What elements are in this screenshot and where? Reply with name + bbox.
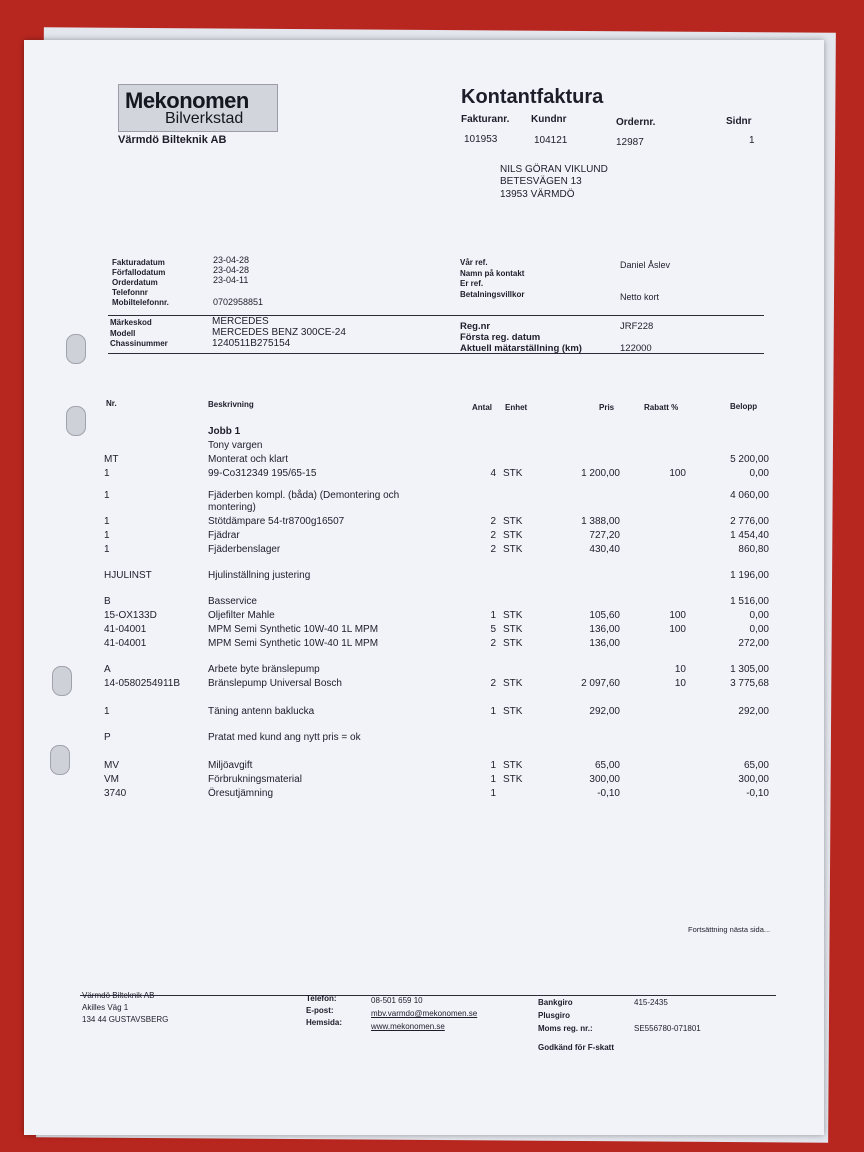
- cell-beskrivning: Fjäderben kompl. (båda) (Demontering och: [208, 490, 400, 501]
- cell-nr: 41-04001: [104, 624, 147, 635]
- cell-enhet: STK: [503, 516, 523, 527]
- binder-hole: [52, 666, 72, 696]
- footer-bank-values: [634, 996, 701, 1035]
- cell-rabatt: 10: [674, 678, 686, 689]
- invoice-label-fakturanr: Fakturanr.: [461, 114, 510, 125]
- cell-beskrivning: MPM Semi Synthetic 10W-40 1L MPM: [208, 624, 379, 635]
- cell-enhet: STK: [503, 774, 523, 785]
- header-antal: Antal: [472, 403, 492, 412]
- vehicle-top-rule: [108, 315, 764, 316]
- value-chassinummer: 1240511B275154: [212, 338, 291, 349]
- cell-nr: 3740: [104, 788, 127, 799]
- cell-nr: 1: [104, 544, 110, 555]
- value-forfallodatum: 23-04-28: [213, 265, 250, 275]
- label-plusgiro: Plusgiro: [538, 1011, 571, 1020]
- label-er-ref: Er ref.: [460, 279, 484, 288]
- label-modell: Modell: [110, 328, 136, 338]
- value-markeskod: MERCEDES: [212, 316, 269, 327]
- cell-rabatt: 10: [674, 664, 686, 675]
- cell-antal: 1: [490, 774, 496, 785]
- cell-pris: 300,00: [589, 774, 620, 785]
- value-fakturadatum: 23-04-28: [213, 255, 250, 265]
- label-orderdatum: Orderdatum: [112, 278, 158, 287]
- cell-belopp: 292,00: [738, 706, 769, 717]
- cell-nr: P: [104, 732, 111, 743]
- cell-enhet: STK: [503, 544, 523, 555]
- footer-street: Akilles Väg 1: [82, 1003, 129, 1012]
- cell-antal: 2: [490, 678, 496, 689]
- cell-nr: 1: [104, 490, 110, 501]
- binder-hole: [66, 334, 86, 364]
- cell-nr: VM: [104, 774, 119, 785]
- invoice-number: 101953: [464, 134, 498, 145]
- ref-labels: [460, 258, 524, 300]
- value-orderdatum: 23-04-11: [213, 275, 249, 285]
- cell-belopp: 5 200,00: [730, 454, 769, 465]
- f-skatt-note: Godkänd för F-skatt: [538, 1043, 615, 1052]
- label-var-ref: Vår ref.: [460, 258, 488, 267]
- cell-beskrivning: MPM Semi Synthetic 10W-40 1L MPM: [208, 638, 379, 649]
- header-nr: Nr.: [106, 399, 117, 408]
- cell-rabatt: 100: [669, 624, 686, 635]
- cell-beskrivning: Öresutjämning: [208, 788, 274, 799]
- footer-contact-labels: [306, 993, 342, 1029]
- label-moms: Moms reg. nr.:: [538, 1024, 593, 1033]
- cell-nr: MT: [104, 454, 119, 465]
- cell-antal: 2: [490, 544, 496, 555]
- footer-bank-labels: [538, 996, 593, 1035]
- cell-pris: 1 200,00: [581, 468, 620, 479]
- cell-belopp: 0,00: [749, 624, 769, 635]
- cell-belopp: 1 196,00: [730, 570, 769, 581]
- label-fakturadatum: Fakturadatum: [112, 258, 165, 267]
- label-forfallodatum: Förfallodatum: [112, 268, 166, 277]
- logo-sub: Bilverkstad: [165, 110, 244, 127]
- invoice-label-ordernr: Ordernr.: [616, 117, 656, 128]
- cell-beskrivning: Basservice: [208, 596, 257, 607]
- label-chassinummer: Chassinummer: [110, 339, 168, 348]
- cell-antal: 5: [490, 624, 496, 635]
- cell-pris: 430,40: [589, 544, 620, 555]
- cell-pris: 136,00: [589, 638, 620, 649]
- cell-belopp: 0,00: [749, 468, 769, 479]
- cell-antal: 4: [490, 468, 496, 479]
- cell-enhet: STK: [503, 760, 523, 771]
- email-link[interactable]: mbv.varmdo@mekonomen.se: [371, 1009, 478, 1018]
- binder-hole: [66, 406, 86, 436]
- cell-pris: 105,60: [589, 610, 620, 621]
- footer-city: 134 44 GUSTAVSBERG: [82, 1015, 169, 1024]
- cell-nr: 1: [104, 468, 110, 479]
- cell-beskrivning: Monterat och klart: [208, 454, 289, 465]
- cell-antal: 1: [490, 610, 496, 621]
- footer-contact-values: [371, 994, 477, 1033]
- invoice-label-sidnr: Sidnr: [726, 116, 752, 127]
- cell-rabatt: 100: [669, 468, 686, 479]
- value-var-ref: Daniel Åslev: [620, 260, 671, 270]
- value-bankgiro: 415-2435: [634, 998, 668, 1007]
- continuation-note: Fortsättning nästa sida...: [688, 925, 771, 934]
- cell-enhet: STK: [503, 530, 523, 541]
- value-betalningsvillkor: Netto kort: [620, 292, 660, 302]
- label-telefon: Telefon:: [306, 994, 337, 1003]
- cell-beskrivning: Tony vargen: [208, 440, 263, 451]
- label-bankgiro: Bankgiro: [538, 998, 573, 1007]
- cell-nr: 14-0580254911B: [104, 678, 180, 689]
- vehicle-values: [212, 316, 346, 349]
- cell-antal: 2: [490, 638, 496, 649]
- cell-pris: -0,10: [597, 788, 620, 799]
- order-number: 12987: [616, 137, 644, 148]
- cell-belopp: 1 305,00: [730, 664, 769, 675]
- cell-rabatt: 100: [669, 610, 686, 621]
- footer-company: Värmdö Bilteknik AB: [82, 991, 155, 1000]
- cell-beskrivning: Fjäderbenslager: [208, 544, 281, 555]
- cell-pris: 292,00: [589, 706, 620, 717]
- logo-name: Mekonomen: [125, 88, 249, 113]
- cell-beskrivning: 99-Co312349 195/65-15: [208, 468, 317, 479]
- cell-nr: 15-OX133D: [104, 610, 157, 621]
- cell-belopp: 272,00: [738, 638, 769, 649]
- label-matarstallning: Aktuell mätarställning (km): [460, 343, 582, 354]
- company-name: Värmdö Bilteknik AB: [118, 134, 227, 146]
- label-telefonnr: Telefonnr: [112, 288, 148, 297]
- cell-belopp: 860,80: [738, 544, 769, 555]
- header-pris: Pris: [599, 403, 615, 412]
- cell-enhet: STK: [503, 638, 523, 649]
- value-moms: SE556780-071801: [634, 1024, 701, 1033]
- vehicle-bottom-rule: [108, 353, 764, 354]
- cell-belopp: 4 060,00: [730, 490, 769, 501]
- value-km: 122000: [620, 343, 652, 354]
- value-modell: MERCEDES BENZ 300CE-24: [212, 327, 346, 338]
- label-hemsida: Hemsida:: [306, 1018, 343, 1027]
- cell-beskrivning: montering): [208, 502, 256, 513]
- header-enhet: Enhet: [505, 403, 528, 412]
- cell-nr: 1: [104, 530, 110, 541]
- cell-beskrivning: Hjulinställning justering: [208, 570, 311, 581]
- cell-nr: 1: [104, 706, 110, 717]
- value-telefon: 08-501 659 10: [371, 996, 423, 1005]
- cell-belopp: 0,00: [749, 610, 769, 621]
- cell-beskrivning: Pratat med kund ang nytt pris = ok: [208, 732, 361, 743]
- cell-antal: 1: [490, 788, 496, 799]
- cell-beskrivning: Fjädrar: [208, 530, 240, 541]
- label-namn-pa-kontakt: Namn på kontakt: [460, 268, 525, 278]
- cell-belopp: 1 516,00: [730, 596, 769, 607]
- label-betalningsvillkor: Betalningsvillkor: [460, 289, 525, 299]
- cell-pris: 727,20: [589, 530, 620, 541]
- mekonomen-logo: [118, 84, 278, 132]
- value-telefonnr: [213, 285, 263, 295]
- cell-pris: 65,00: [594, 760, 620, 771]
- cell-belopp: 2 776,00: [730, 516, 769, 527]
- cell-nr: B: [104, 596, 111, 607]
- value-plusgiro: [634, 1009, 701, 1022]
- value-mobiltelefonnr: 0702958851: [213, 297, 264, 307]
- header-belopp: Belopp: [730, 402, 758, 411]
- cell-pris: 2 097,60: [581, 678, 620, 689]
- cell-antal: 2: [490, 516, 496, 527]
- cell-nr: A: [104, 664, 111, 675]
- cell-enhet: STK: [503, 678, 523, 689]
- customer-number: 104121: [534, 135, 568, 146]
- cell-belopp: -0,10: [746, 788, 769, 799]
- cell-belopp: 1 454,40: [730, 530, 769, 541]
- cell-beskrivning: Arbete byte bränslepump: [208, 664, 320, 675]
- cell-beskrivning: Jobb 1: [208, 426, 241, 437]
- customer-city: 13953 VÄRMDÖ: [500, 189, 575, 200]
- header-beskrivning: Beskrivning: [208, 400, 254, 409]
- cell-nr: 1: [104, 516, 110, 527]
- cell-beskrivning: Bränslepump Universal Bosch: [208, 678, 342, 689]
- cell-enhet: STK: [503, 624, 523, 635]
- cell-enhet: STK: [503, 706, 523, 717]
- label-forsta-reg-datum: Första reg. datum: [460, 332, 541, 343]
- cell-nr: 41-04001: [104, 638, 147, 649]
- value-reg-nr: JRF228: [620, 321, 654, 332]
- page-number: 1: [749, 135, 755, 146]
- cell-beskrivning: Oljefilter Mahle: [208, 610, 275, 621]
- date-labels: [112, 258, 169, 308]
- cell-antal: 1: [490, 706, 496, 717]
- binder-hole: [50, 745, 70, 775]
- cell-beskrivning: Täning antenn baklucka: [208, 706, 315, 717]
- cell-beskrivning: Miljöavgift: [208, 760, 253, 771]
- customer-street: BETESVÄGEN 13: [500, 176, 582, 187]
- cell-nr: MV: [104, 760, 119, 771]
- cell-antal: 1: [490, 760, 496, 771]
- cell-nr: HJULINST: [104, 570, 152, 581]
- cell-pris: 136,00: [589, 624, 620, 635]
- cell-beskrivning: Förbrukningsmaterial: [208, 774, 302, 785]
- cell-belopp: 3 775,68: [730, 678, 769, 689]
- cell-belopp: 300,00: [738, 774, 769, 785]
- cell-belopp: 65,00: [743, 760, 769, 771]
- label-reg-nr: Reg.nr: [460, 321, 491, 332]
- label-epost: E-post:: [306, 1006, 334, 1015]
- header-rabatt: Rabatt %: [644, 403, 679, 412]
- date-values: [213, 255, 263, 307]
- cell-antal: 2: [490, 530, 496, 541]
- cell-pris: 1 388,00: [581, 516, 620, 527]
- document-title: Kontantfaktura: [461, 86, 604, 108]
- invoice-label-kundnr: Kundnr: [531, 114, 567, 125]
- label-markeskod: Märkeskod: [110, 318, 152, 327]
- cell-beskrivning: Stötdämpare 54-tr8700g16507: [208, 516, 345, 527]
- cell-enhet: STK: [503, 610, 523, 621]
- cell-enhet: STK: [503, 468, 523, 479]
- footer-address: [82, 990, 168, 1026]
- invoice-page: [24, 40, 824, 1135]
- website-link[interactable]: www.mekonomen.se: [371, 1022, 445, 1031]
- customer-name: NILS GÖRAN VIKLUND: [500, 164, 608, 175]
- vehicle-labels: [110, 318, 168, 350]
- label-mobiltelefonnr: Mobiltelefonnr.: [112, 298, 169, 307]
- vehicle-labels-right: [460, 321, 582, 354]
